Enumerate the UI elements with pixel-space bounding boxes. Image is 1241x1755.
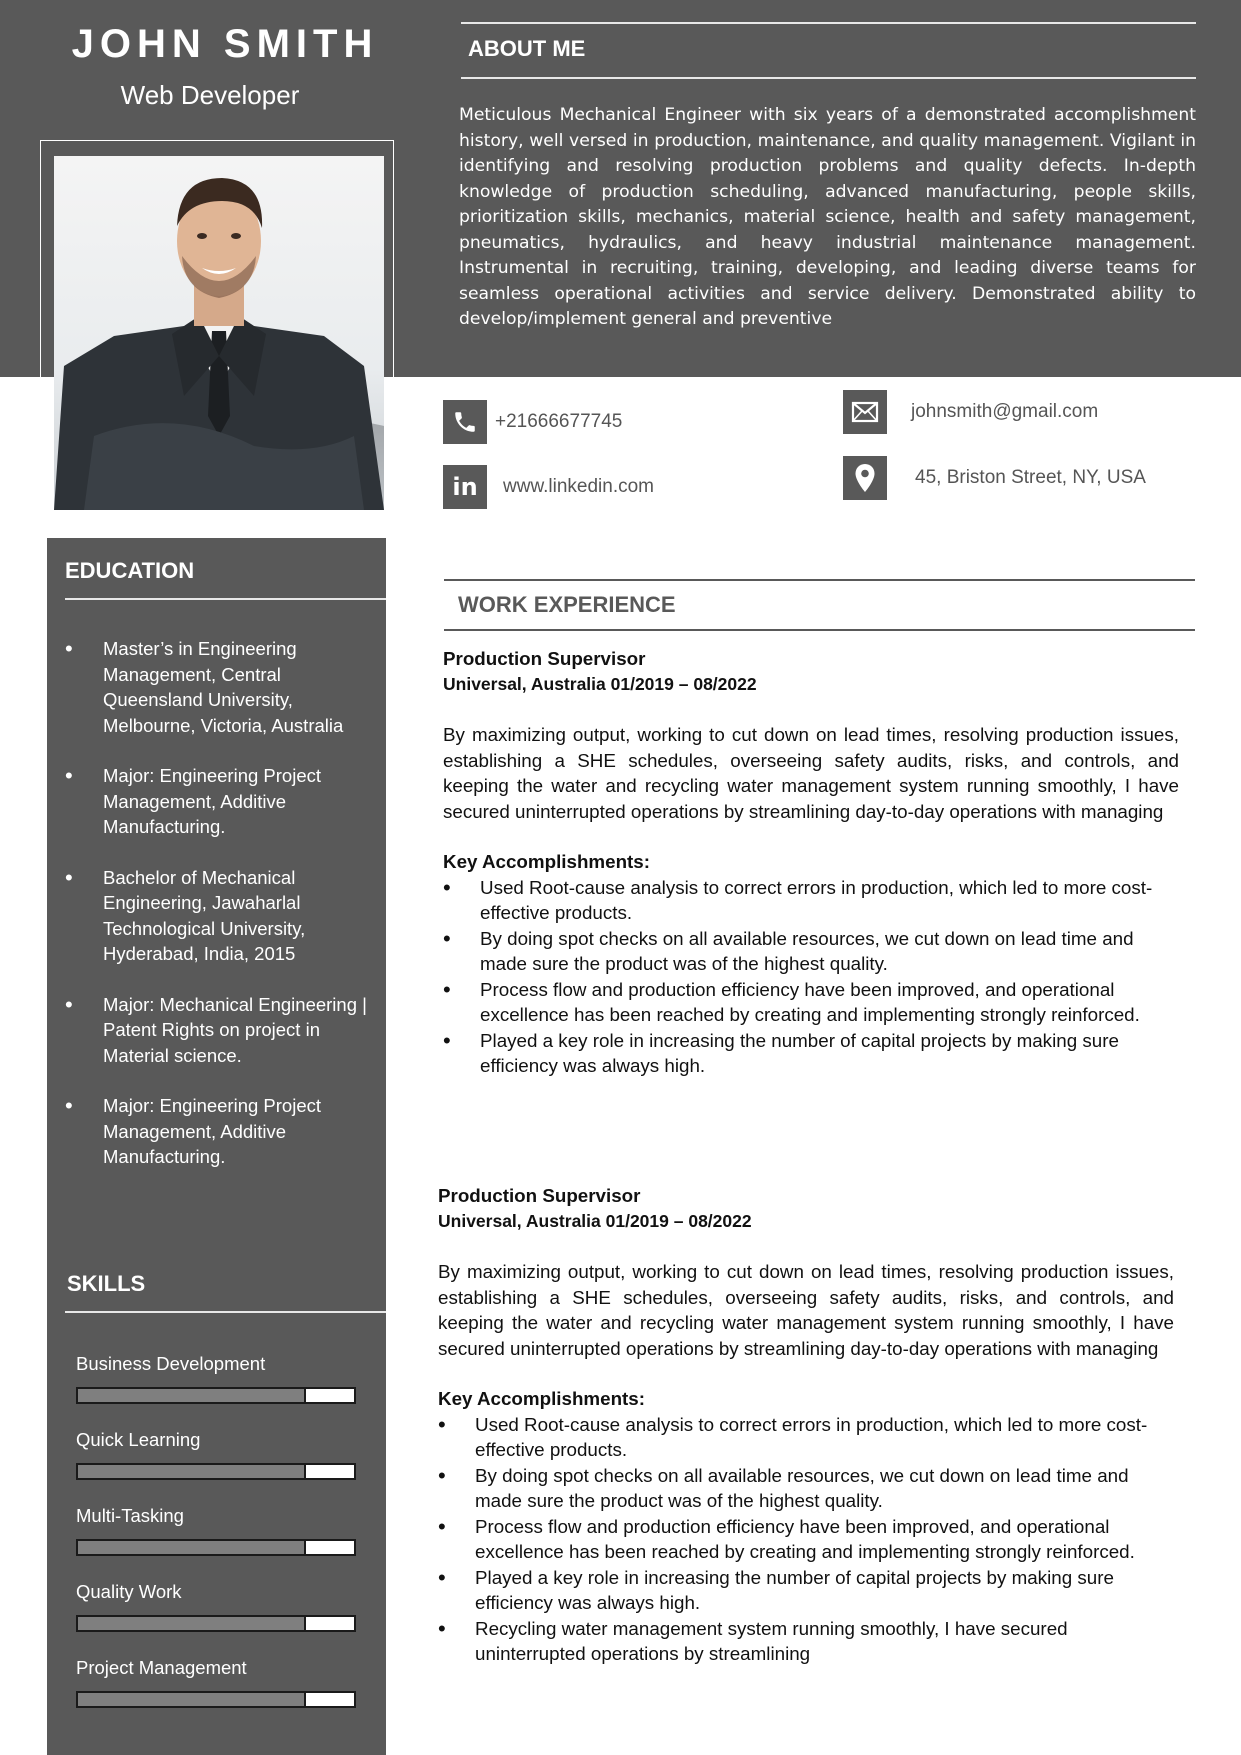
accomplishment-item: • Played a key role in increasing the number of capital projects by making sure efficiency was always high. (443, 1028, 1179, 1079)
contact-address (843, 456, 1146, 500)
education-item: • Major: Engineering Project Management, Additive Manufacturing. (55, 763, 375, 840)
education-title: EDUCATION (65, 558, 195, 583)
skill-label: Quick Learning (76, 1429, 201, 1450)
about-title: ABOUT ME (468, 36, 586, 61)
education-item: • Major: Engineering Project Management, Additive Manufacturing. (55, 1093, 375, 1170)
skill-label: Quality Work (76, 1581, 182, 1602)
accomplishment-item: • By doing spot checks on all available resources, we cut down on lead time and made sure the product was of the highest quality. (438, 1463, 1174, 1514)
contact-phone (443, 400, 622, 444)
skill-label: Business Development (76, 1353, 266, 1374)
accomplishment-item: • Used Root-cause analysis to correct errors in production, which led to more cost-effective products. (443, 875, 1179, 926)
skill-quick-learning (76, 1429, 356, 1480)
accomplishment-item: • Played a key role in increasing the number of capital projects by making sure efficiency was always high. (438, 1565, 1174, 1616)
envelope-icon (843, 390, 887, 434)
skill-business-development (76, 1353, 356, 1404)
skill-bar (76, 1615, 356, 1632)
skills-divider (65, 1311, 386, 1313)
accomplishments-title: Key Accomplishments: (443, 851, 650, 872)
education-item: • Master’s in Engineering Management, Central Queensland University, Melbourne, Victoria, Australia (55, 636, 375, 738)
work-divider-bottom (444, 629, 1195, 631)
location-pin-icon (843, 456, 887, 500)
skill-label: Multi-Tasking (76, 1505, 184, 1526)
job-description: By maximizing output, working to cut down on lead times, resolving production issues, establishing a SHE schedules, overseeing safety audits, risks, and controls, and keeping the water and recycling water management system running smoothly, I have secured uninterrupted operations by streamlining day-to-day operations with managing (438, 1261, 1174, 1359)
job-title: Production Supervisor (443, 648, 646, 669)
skill-bar (76, 1463, 356, 1480)
skill-bar-fill (78, 1693, 306, 1706)
linkedin-icon: in (443, 465, 487, 509)
education-item: • Bachelor of Mechanical Engineering, Jawaharlal Technological University, Hyderabad, India, 2015 (55, 865, 375, 967)
phone-text[interactable]: +21666677745 (495, 411, 623, 432)
contact-linkedin (443, 465, 654, 509)
work-title: WORK EXPERIENCE (458, 592, 676, 617)
skill-project-management (76, 1657, 356, 1708)
skill-bar (76, 1691, 356, 1708)
skill-bar-fill (78, 1465, 306, 1478)
skill-bar-fill (78, 1541, 306, 1554)
accomplishments-list (443, 875, 1179, 1079)
skill-multi-tasking (76, 1505, 356, 1556)
skill-bar (76, 1539, 356, 1556)
accomplishment-item: • Process flow and production efficiency have been improved, and operational excellence has been reached by creating and implementing strongly reinforced. (438, 1514, 1174, 1565)
accomplishment-item: • By doing spot checks on all available resources, we cut down on lead time and made sure the product was of the highest quality. (443, 926, 1179, 977)
about-divider-bottom (461, 77, 1196, 79)
contact-email (843, 390, 1098, 434)
education-list (55, 636, 375, 1195)
accomplishment-item: • Used Root-cause analysis to correct errors in production, which led to more cost-effective products. (438, 1412, 1174, 1463)
accomplishment-item: • Recycling water management system running smoothly, I have secured uninterrupted operations by streamlining (438, 1616, 1174, 1667)
profile-photo (54, 156, 384, 510)
candidate-name: JOHN SMITH (71, 22, 379, 66)
work-divider-top (444, 579, 1195, 581)
accomplishments-title: Key Accomplishments: (438, 1388, 645, 1409)
candidate-role: Web Developer (120, 80, 300, 110)
job-description: By maximizing output, working to cut down on lead times, resolving production issues, establishing a SHE schedules, overseeing safety audits, risks, and controls, and keeping the water and recycling water management system running smoothly, I have secured uninterrupted operations by streamlining day-to-day operations with managing (443, 724, 1179, 822)
address-text: 45, Briston Street, NY, USA (915, 467, 1146, 488)
accomplishments-list (438, 1412, 1174, 1667)
job-company: Universal, Australia 01/2019 – 08/2022 (438, 1210, 752, 1231)
job-entry (438, 1183, 1174, 1667)
accomplishment-item: • Process flow and production efficiency have been improved, and operational excellence has been reached by creating and implementing strongly reinforced. (443, 977, 1179, 1028)
job-title: Production Supervisor (438, 1185, 641, 1206)
skills-title: SKILLS (67, 1271, 146, 1296)
skill-quality-work (76, 1581, 356, 1632)
about-text: Meticulous Mechanical Engineer with six years of a demonstrated accomplishment history, well versed in production, maintenance, and quality management. Vigilant in identifying and resolving production problems and quality defects. In-depth knowledge of production scheduling, advanced manufacturing, people skills, prioritization skills, mechanics, material science, health and safety management, pneumatics, hydraulics, and heavy industrial maintenance management. Instrumental in recruiting, training, developing, and leading diverse teams for seamless operational activities and service delivery. Demonstrated ability to develop/implement general and preventive (459, 105, 1196, 329)
about-divider-top (461, 22, 1196, 24)
skill-bar-fill (78, 1389, 306, 1402)
email-text[interactable]: johnsmith@gmail.com (911, 401, 1099, 422)
phone-icon (443, 400, 487, 444)
education-item: • Major: Mechanical Engineering | Patent Rights on project in Material science. (55, 992, 375, 1069)
job-company: Universal, Australia 01/2019 – 08/2022 (443, 673, 757, 694)
skill-label: Project Management (76, 1657, 247, 1678)
skill-bar (76, 1387, 356, 1404)
skill-bar-fill (78, 1617, 306, 1630)
job-entry (443, 646, 1179, 1079)
education-divider (65, 598, 386, 600)
linkedin-text[interactable]: www.linkedin.com (503, 476, 654, 497)
